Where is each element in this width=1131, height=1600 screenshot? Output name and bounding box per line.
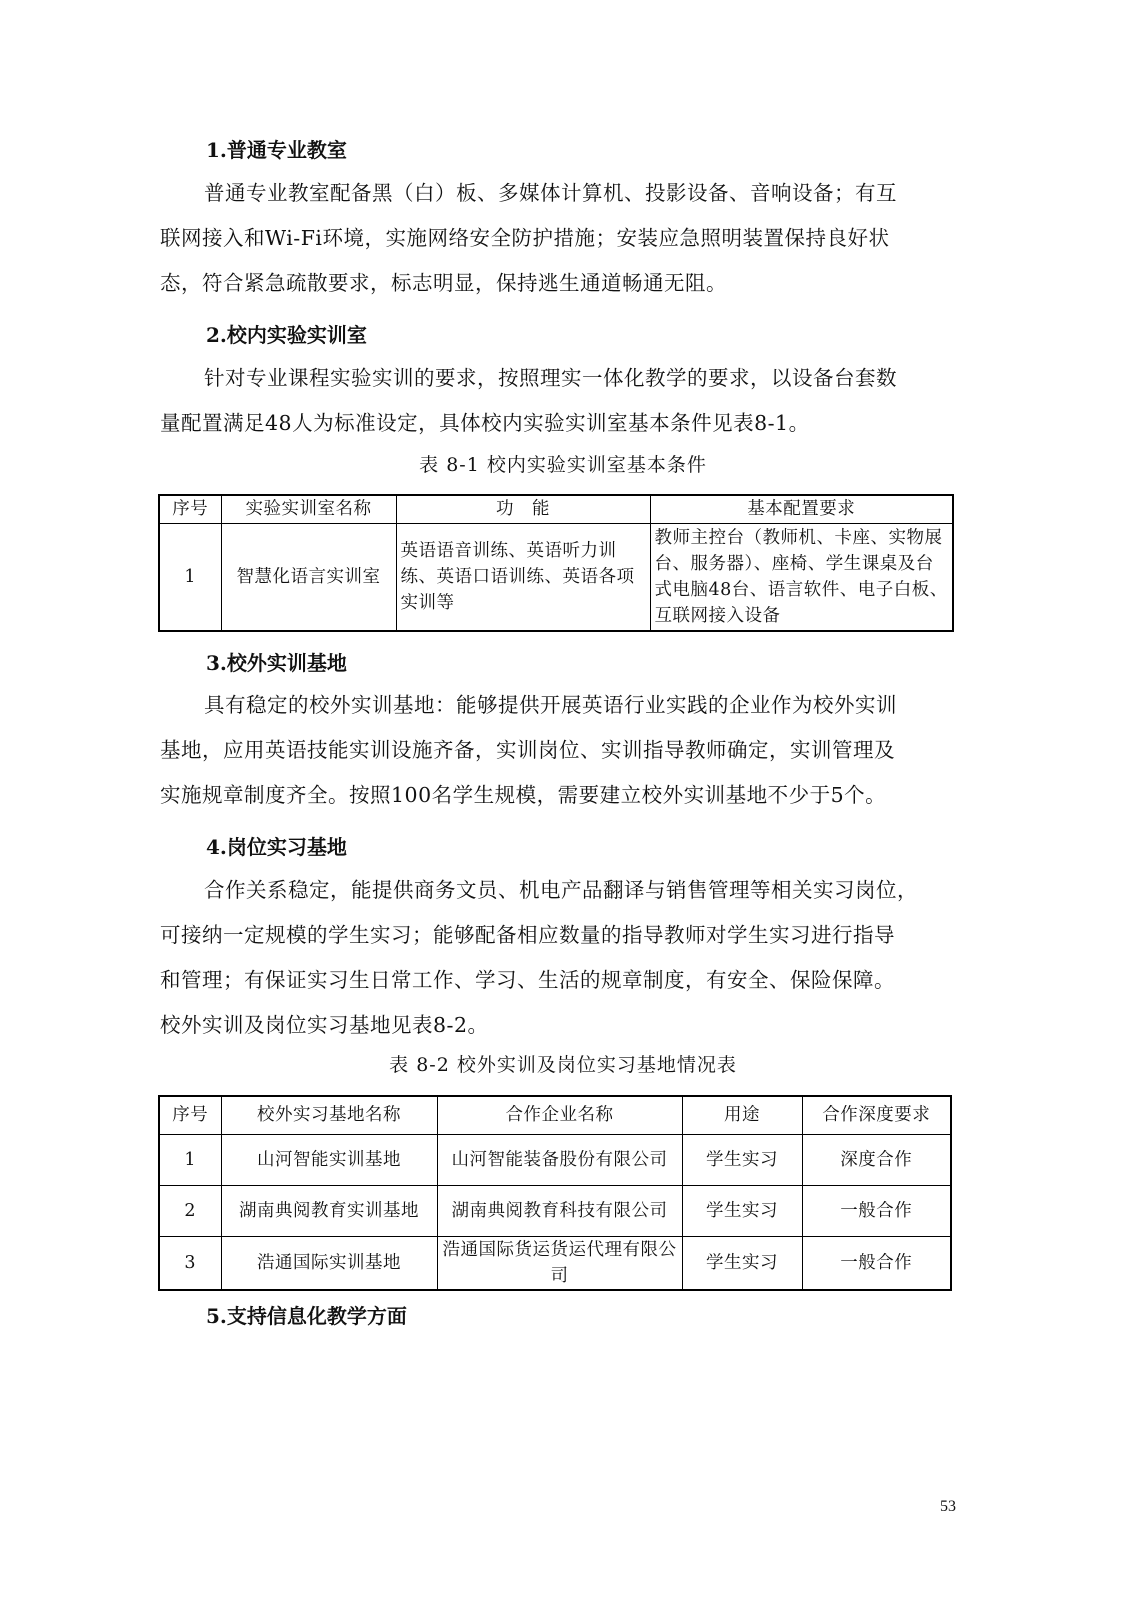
cell-no: 3 <box>159 1236 221 1290</box>
cell-base-name: 山河智能实训基地 <box>221 1134 437 1185</box>
section-heading-2: 2.校内实验实训室 <box>206 323 367 347</box>
cell-no: 2 <box>159 1185 221 1236</box>
paragraph-line: 态，符合紧急疏散要求，标志明显，保持逃生通道畅通无阻。 <box>160 271 727 295</box>
header-cell: 校外实习基地名称 <box>221 1096 437 1134</box>
paragraph-line: 校外实训及岗位实习基地见表8-2。 <box>160 1013 489 1037</box>
cell-base-name: 湖南典阅教育实训基地 <box>221 1185 437 1236</box>
table-header-row <box>159 495 953 523</box>
header-cell: 实验实训室名称 <box>221 495 396 523</box>
section-paragraph-3 <box>160 683 966 818</box>
table-row <box>159 1185 951 1236</box>
cell-use: 学生实习 <box>682 1185 802 1236</box>
header-cell: 序号 <box>159 1096 221 1134</box>
page-number: 53 <box>940 1498 956 1515</box>
cell-depth: 深度合作 <box>802 1134 951 1185</box>
header-cell: 合作企业名称 <box>437 1096 682 1134</box>
table-row <box>159 523 953 631</box>
cell-lab-name: 智慧化语言实训室 <box>221 523 396 631</box>
table-caption-1: 表 8-1 校内实验实训室基本条件 <box>419 454 707 476</box>
cell-base-name: 浩通国际实训基地 <box>221 1236 437 1290</box>
paragraph-line: 可接纳一定规模的学生实习；能够配备相应数量的指导教师对学生实习进行指导 <box>160 923 895 947</box>
cell-no: 1 <box>159 1134 221 1185</box>
section-heading-1: 1.普通专业教室 <box>206 138 347 162</box>
cell-use: 学生实习 <box>682 1134 802 1185</box>
section-heading-3: 3.校外实训基地 <box>206 651 347 675</box>
cell-use: 学生实习 <box>682 1236 802 1290</box>
cell-company: 湖南典阅教育科技有限公司 <box>437 1185 682 1236</box>
cell-no: 1 <box>159 523 221 631</box>
section-paragraph-4 <box>160 868 966 1048</box>
paragraph-line: 普通专业教室配备黑（白）板、多媒体计算机、投影设备、音响设备；有互 <box>204 181 897 205</box>
table-header-row <box>159 1096 951 1134</box>
table-row <box>159 1134 951 1185</box>
header-cell: 功 能 <box>396 495 650 523</box>
table-caption-2: 表 8-2 校外实训及岗位实习基地情况表 <box>389 1054 737 1076</box>
section-heading-4: 4.岗位实习基地 <box>206 835 347 859</box>
cell-function: 英语语音训练、英语听力训练、英语口语训练、英语各项实训等 <box>396 523 650 631</box>
section-heading-5: 5.支持信息化教学方面 <box>206 1304 407 1328</box>
external-bases-table <box>158 1095 952 1291</box>
paragraph-line: 量配置满足48人为标准设定，具体校内实验实训室基本条件见表8-1。 <box>160 411 810 435</box>
paragraph-line: 针对专业课程实验实训的要求，按照理实一体化教学的要求，以设备台套数 <box>204 366 897 390</box>
header-cell: 合作深度要求 <box>802 1096 951 1134</box>
section-paragraph-2 <box>160 356 966 446</box>
header-cell: 用途 <box>682 1096 802 1134</box>
table-row <box>159 1236 951 1290</box>
cell-company: 山河智能装备股份有限公司 <box>437 1134 682 1185</box>
paragraph-line: 和管理；有保证实习生日常工作、学习、生活的规章制度，有安全、保险保障。 <box>160 968 895 992</box>
section-paragraph-1 <box>160 171 966 306</box>
paragraph-line: 联网接入和Wi-Fi环境，实施网络安全防护措施；安装应急照明装置保持良好状 <box>160 226 890 250</box>
paragraph-line: 合作关系稳定，能提供商务文员、机电产品翻译与销售管理等相关实习岗位， <box>204 878 918 902</box>
cell-depth: 一般合作 <box>802 1185 951 1236</box>
cell-company: 浩通国际货运货运代理有限公司 <box>437 1236 682 1290</box>
cell-config: 教师主控台（教师机、卡座、实物展台、服务器）、座椅、学生课桌及台式电脑48台、语言软件、电子白板、互联网接入设备 <box>650 523 953 631</box>
paragraph-line: 具有稳定的校外实训基地：能够提供开展英语行业实践的企业作为校外实训 <box>204 693 897 717</box>
paragraph-line: 基地，应用英语技能实训设施齐备，实训岗位、实训指导教师确定，实训管理及 <box>160 738 895 762</box>
header-cell: 基本配置要求 <box>650 495 953 523</box>
header-cell: 序号 <box>159 495 221 523</box>
lab-conditions-table <box>158 494 954 632</box>
paragraph-line: 实施规章制度齐全。按照100名学生规模，需要建立校外实训基地不少于5个。 <box>160 783 887 807</box>
cell-depth: 一般合作 <box>802 1236 951 1290</box>
